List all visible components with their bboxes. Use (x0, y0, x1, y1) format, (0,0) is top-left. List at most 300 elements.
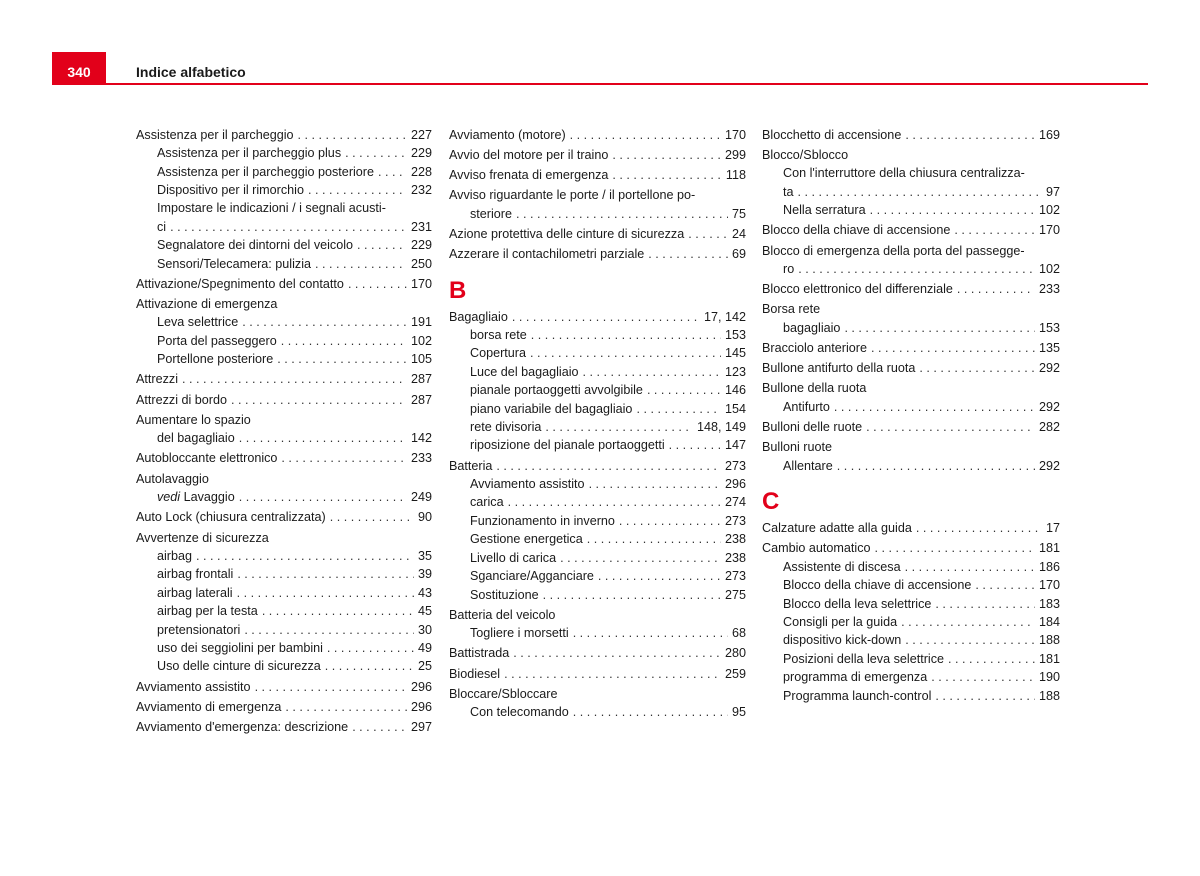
index-entry (762, 687, 1060, 705)
index-entry (136, 126, 432, 144)
index-entry (449, 457, 746, 475)
index-entry-term: Con telecomando (470, 705, 569, 720)
page-reference: 297 (410, 719, 432, 734)
dot-leader (237, 584, 414, 602)
index-entry-term: Biodiesel (449, 666, 501, 681)
index-heading: Bullone della ruota (762, 381, 867, 396)
index-entry-term: dispositivo kick-down (783, 633, 902, 648)
dot-leader (513, 644, 721, 662)
dot-leader (573, 703, 728, 721)
page-reference: 181 (1038, 541, 1060, 556)
index-entry (449, 475, 746, 493)
dot-leader (612, 146, 721, 164)
index-entry-term: Uso delle cinture di sicurezza (157, 659, 321, 674)
index-entry (136, 163, 432, 181)
index-heading: Blocco di emergenza della porta del passegge- (762, 243, 1025, 258)
index-entry-term: Blocchetto di accensione (762, 127, 902, 142)
index-entry (762, 221, 1060, 239)
index-entry (136, 313, 432, 331)
index-entry-term: Azione protettiva delle cinture di sicurezza (449, 227, 685, 242)
dot-leader (905, 558, 1035, 576)
page-reference: 170 (724, 127, 746, 142)
dot-leader (837, 457, 1035, 475)
index-entry-term: Sostituzione (470, 587, 539, 602)
dot-leader (870, 201, 1035, 219)
page-reference: 296 (410, 699, 432, 714)
dot-leader (636, 400, 721, 418)
index-entry-term: Blocco della chiave di accensione (762, 223, 951, 238)
index-entry-term-text: Lavaggio (183, 490, 235, 505)
page-reference: 296 (724, 477, 746, 492)
page-reference: 102 (410, 333, 432, 348)
index-entry-term: Allentare (783, 458, 833, 473)
dot-leader (231, 391, 407, 409)
index-entry (136, 698, 432, 716)
dot-leader (182, 370, 407, 388)
page-reference: 296 (410, 679, 432, 694)
dot-leader (875, 539, 1035, 557)
page-reference: 75 (731, 206, 746, 221)
page-reference: 292 (1038, 458, 1060, 473)
dot-leader (357, 236, 407, 254)
page-reference: 95 (731, 705, 746, 720)
page-reference: 229 (410, 146, 432, 161)
dot-leader (648, 245, 728, 263)
dot-leader (619, 512, 721, 530)
index-heading: Borsa rete (762, 302, 821, 317)
page-reference: 233 (410, 451, 432, 466)
index-entry-term: Bagagliaio (449, 309, 508, 324)
page-number: 340 (52, 52, 106, 84)
dot-leader (560, 549, 721, 567)
index-entry (449, 205, 746, 223)
index-entry-term: Cambio automatico (762, 541, 871, 556)
index-entry-term: Attrezzi (136, 372, 178, 387)
index-column-1 (136, 124, 432, 736)
index-entry (136, 718, 432, 736)
index-entry (449, 381, 746, 399)
page-reference: 169 (1038, 127, 1060, 142)
index-entry (136, 678, 432, 696)
index-entry (762, 668, 1060, 686)
index-entry-term: airbag (157, 548, 193, 563)
index-entry-term: Togliere i morsetti (470, 626, 569, 641)
index-entry-term: carica (470, 495, 504, 510)
page-reference: 49 (417, 640, 432, 655)
page-reference: 123 (724, 364, 746, 379)
dot-leader (587, 530, 721, 548)
dot-leader (308, 181, 407, 199)
page-reference: 154 (724, 401, 746, 416)
page-reference: 274 (724, 495, 746, 510)
index-entry-term: Avviamento d'emergenza: descrizione (136, 719, 349, 734)
index-entry (449, 624, 746, 642)
index-entry-term: borsa rete (470, 328, 527, 343)
page-reference: 273 (724, 513, 746, 528)
index-entry-term: Assistenza per il parcheggio posteriore (157, 164, 375, 179)
index-entry-term: Sganciare/Agganciare (470, 569, 594, 584)
page-reference: 228 (410, 164, 432, 179)
dot-leader (905, 631, 1035, 649)
index-entry-term: Bulloni delle ruote (762, 420, 863, 435)
page-reference: 232 (410, 183, 432, 198)
dot-leader (612, 166, 722, 184)
page-reference: 68 (731, 626, 746, 641)
index-entry-term: Blocco della chiave di accensione (783, 578, 972, 593)
page-reference: 238 (724, 532, 746, 547)
index-entry (762, 631, 1060, 649)
index-heading: Avviso riguardante le porte / il portellone po- (449, 188, 696, 203)
dot-leader (516, 205, 728, 223)
index-entry-term: Consigli per la guida (783, 614, 898, 629)
index-entry-term: Azzerare il contachilometri parziale (449, 247, 645, 262)
page-reference: 135 (1038, 341, 1060, 356)
dot-leader (954, 221, 1035, 239)
dot-leader (573, 624, 728, 642)
page-reference: 25 (417, 659, 432, 674)
index-entry-term: Porta del passeggero (157, 333, 277, 348)
index-entry-term: del bagagliaio (157, 431, 235, 446)
page-reference: 30 (417, 622, 432, 637)
index-entry (136, 449, 432, 467)
index-entry (449, 586, 746, 604)
index-entry-term: rete divisoria (470, 420, 542, 435)
dot-leader (285, 698, 407, 716)
page-reference: 186 (1038, 559, 1060, 574)
index-heading: Bulloni ruote (762, 440, 833, 455)
dot-leader (281, 332, 407, 350)
index-heading: Aumentare lo spazio (136, 412, 251, 427)
index-entry (762, 418, 1060, 436)
page-reference: 227 (410, 127, 432, 142)
index-entry-term: steriore (470, 206, 512, 221)
index-column-2 (449, 124, 746, 722)
page-reference: 190 (1038, 670, 1060, 685)
index-entry-term: ci (157, 219, 167, 234)
page-reference: 170 (1038, 578, 1060, 593)
page-reference: 188 (1038, 633, 1060, 648)
dot-leader (281, 449, 407, 467)
dot-leader (239, 488, 407, 506)
page-reference: 35 (417, 548, 432, 563)
index-entry (136, 144, 432, 162)
page-reference: 273 (724, 458, 746, 473)
index-heading: Batteria del veicolo (449, 607, 556, 622)
dot-leader (919, 359, 1035, 377)
page-reference: 231 (410, 219, 432, 234)
page-reference: 45 (417, 604, 432, 619)
dot-leader (583, 363, 721, 381)
page-reference: 259 (724, 666, 746, 681)
index-entry (449, 166, 746, 184)
dot-leader (315, 255, 407, 273)
dot-leader (545, 418, 693, 436)
index-entry (449, 146, 746, 164)
page-reference: 287 (410, 392, 432, 407)
index-entry-term: airbag per la testa (157, 604, 258, 619)
index-entry-term: Assistenza per il parcheggio plus (157, 146, 342, 161)
dot-leader (242, 313, 407, 331)
index-entry (449, 400, 746, 418)
index-entry-term: Bullone antifurto della ruota (762, 361, 916, 376)
index-entry (762, 359, 1060, 377)
page-reference: 105 (410, 352, 432, 367)
index-heading: Blocco/Sblocco (762, 148, 849, 162)
index-entry-term: Luce del bagagliaio (470, 364, 579, 379)
dot-leader (298, 126, 407, 144)
index-entry (449, 363, 746, 381)
dot-leader (905, 126, 1035, 144)
index-entry (449, 436, 746, 454)
index-entry (449, 644, 746, 662)
dot-leader (170, 218, 407, 236)
index-entry (762, 613, 1060, 631)
page-reference: 188 (1038, 688, 1060, 703)
dot-leader (844, 319, 1035, 337)
index-entry (762, 126, 1060, 144)
page-reference: 142 (410, 431, 432, 446)
index-entry (762, 519, 1060, 537)
dot-leader (935, 687, 1035, 705)
index-entry (136, 181, 432, 199)
page-reference: 184 (1038, 614, 1060, 629)
index-section-letter: B (449, 276, 467, 304)
page-reference: 97 (1045, 184, 1060, 199)
page-reference: 170 (410, 276, 432, 291)
index-entry-term: airbag frontali (157, 567, 234, 582)
dot-leader (244, 621, 414, 639)
see-reference: vedi (157, 490, 181, 505)
page-reference: 233 (1038, 282, 1060, 297)
page-reference: 229 (410, 238, 432, 253)
index-entry-term: Dispositivo per il rimorchio (157, 183, 304, 198)
index-entry-term: Avviamento (motore) (449, 127, 566, 142)
index-entry-term: uso dei seggiolini per bambini (157, 640, 323, 655)
dot-leader (531, 326, 721, 344)
dot-leader (255, 678, 407, 696)
index-entry-term: Antifurto (783, 399, 830, 414)
page-reference: 148, 149 (696, 420, 746, 435)
dot-leader (871, 339, 1035, 357)
index-entry (762, 260, 1060, 278)
page-reference: 275 (724, 587, 746, 602)
page-reference: 299 (724, 148, 746, 162)
index-entry-term: riposizione del pianale portaoggetti (470, 438, 665, 453)
index-entry-term: Battistrada (449, 646, 510, 661)
dot-leader (688, 225, 728, 243)
index-entry (136, 508, 432, 526)
index-entry (762, 576, 1060, 594)
index-entry (449, 326, 746, 344)
page-reference: 145 (724, 346, 746, 361)
header-divider (52, 83, 1148, 85)
index-entry-term: Livello di carica (470, 550, 557, 565)
index-entry (136, 488, 432, 506)
page-reference: 118 (725, 168, 746, 183)
dot-leader (237, 565, 414, 583)
index-entry (136, 657, 432, 675)
index-entry-term: Assistente di discesa (783, 559, 901, 574)
dot-leader (378, 163, 407, 181)
page-reference: 170 (1038, 223, 1060, 238)
index-entry-term: Autobloccante elettronico (136, 451, 278, 466)
index-entry-term: Copertura (470, 346, 527, 361)
index-entry-term: Blocco della leva selettrice (783, 596, 932, 611)
page-reference: 181 (1038, 651, 1060, 666)
page-reference: 146 (724, 383, 746, 398)
index-entry-term: piano variabile del bagagliaio (470, 401, 633, 416)
page-reference: 292 (1038, 361, 1060, 376)
index-heading: Attivazione di emergenza (136, 297, 278, 312)
dot-leader (277, 350, 407, 368)
index-entry (136, 236, 432, 254)
index-entry-term: Calzature adatte alla guida (762, 521, 912, 536)
index-entry (449, 530, 746, 548)
index-entry (449, 126, 746, 144)
index-entry (449, 418, 746, 436)
index-entry (449, 493, 746, 511)
index-heading: Con l'interruttore della chiusura centralizza- (783, 166, 1025, 181)
index-entry (449, 245, 746, 263)
page-reference: 183 (1038, 596, 1060, 611)
index-entry (136, 350, 432, 368)
index-entry (136, 621, 432, 639)
page-reference: 249 (410, 490, 432, 505)
page-reference: 153 (724, 328, 746, 343)
index-entry-term: Avviamento di emergenza (136, 699, 282, 714)
index-entry-term: Sensori/Telecamera: pulizia (157, 256, 311, 271)
dot-leader (262, 602, 414, 620)
page-reference: 273 (724, 569, 746, 584)
index-entry-term: Blocco elettronico del differenziale (762, 282, 953, 297)
index-column-3 (762, 124, 1060, 705)
index-entry-term: Avviamento assistito (470, 477, 585, 492)
index-entry (136, 429, 432, 447)
index-entry-term: Attivazione/Spegnimento del contatto (136, 276, 344, 291)
index-entry (762, 183, 1060, 201)
index-entry-term (157, 488, 235, 506)
index-entry (136, 547, 432, 565)
dot-leader (508, 493, 721, 511)
index-entry-term: Avviso frenata di emergenza (449, 168, 609, 183)
index-entry (449, 549, 746, 567)
index-entry-term: Posizioni della leva selettrice (783, 651, 945, 666)
index-entry (136, 332, 432, 350)
index-heading: Impostare le indicazioni / i segnali acusti- (157, 201, 386, 216)
index-entry-term: Avviamento assistito (136, 679, 251, 694)
dot-leader (496, 457, 721, 475)
index-entry (136, 275, 432, 293)
index-entry (762, 339, 1060, 357)
dot-leader (327, 639, 414, 657)
page-reference: 153 (1038, 320, 1060, 335)
page-reference: 287 (410, 372, 432, 387)
index-entry-term: Leva selettrice (157, 315, 239, 330)
index-entry (762, 558, 1060, 576)
dot-leader (669, 436, 721, 454)
index-entry (449, 567, 746, 585)
page-reference: 280 (724, 646, 746, 661)
dot-leader (589, 475, 721, 493)
index-entry (136, 602, 432, 620)
dot-leader (975, 576, 1035, 594)
index-entry-term: Gestione energetica (470, 532, 583, 547)
page-reference: 250 (410, 256, 432, 271)
index-entry (762, 457, 1060, 475)
index-entry (136, 584, 432, 602)
index-heading: Avvertenze di sicurezza (136, 530, 269, 545)
page-reference: 39 (417, 567, 432, 582)
page-reference: 17 (1045, 521, 1060, 536)
index-entry (136, 218, 432, 236)
page-reference: 191 (410, 315, 432, 330)
index-entry-term: bagagliaio (783, 320, 841, 335)
dot-leader (570, 126, 721, 144)
page-reference: 43 (417, 585, 432, 600)
dot-leader (931, 668, 1035, 686)
index-heading: Autolavaggio (136, 471, 209, 486)
dot-leader (957, 280, 1035, 298)
page-header (52, 52, 1148, 86)
index-entry (136, 370, 432, 388)
index-entry (449, 308, 746, 326)
page-reference: 69 (731, 247, 746, 262)
dot-leader (866, 418, 1035, 436)
dot-leader (834, 398, 1035, 416)
dot-leader (196, 547, 414, 565)
index-entry-term: Portellone posteriore (157, 352, 274, 367)
dot-leader (345, 144, 407, 162)
dot-leader (798, 183, 1042, 201)
page-reference: 24 (731, 227, 746, 242)
index-entry (449, 344, 746, 362)
index-entry-term: Auto Lock (chiusura centralizzata) (136, 510, 326, 525)
page-reference: 102 (1038, 262, 1060, 277)
dot-leader (948, 650, 1035, 668)
index-entry (136, 391, 432, 409)
page-title: Indice alfabetico (136, 64, 246, 80)
dot-leader (348, 275, 407, 293)
index-entry-term: Programma launch-control (783, 688, 932, 703)
dot-leader (901, 613, 1035, 631)
index-entry-term: pianale portaoggetti avvolgibile (470, 383, 643, 398)
index-entry-term: pretensionatori (157, 622, 241, 637)
index-entry (762, 398, 1060, 416)
index-entry-term: Funzionamento in inverno (470, 513, 615, 528)
index-entry (762, 201, 1060, 219)
index-entry (762, 280, 1060, 298)
index-entry (136, 255, 432, 273)
index-entry (449, 512, 746, 530)
index-entry (762, 539, 1060, 557)
dot-leader (543, 586, 721, 604)
dot-leader (352, 718, 407, 736)
page-reference: 147 (724, 438, 746, 453)
index-entry-term: ta (783, 184, 794, 199)
page-reference: 282 (1038, 420, 1060, 435)
index-entry (449, 225, 746, 243)
index-entry (136, 639, 432, 657)
dot-leader (647, 381, 721, 399)
dot-leader (325, 657, 414, 675)
index-heading: Bloccare/Sbloccare (449, 686, 558, 701)
index-entry-term: Assistenza per il parcheggio (136, 127, 294, 142)
page-reference: 292 (1038, 399, 1060, 414)
index-entry (449, 665, 746, 683)
page-reference: 90 (417, 510, 432, 525)
page-reference: 102 (1038, 203, 1060, 218)
index-entry-term: Attrezzi di bordo (136, 392, 227, 407)
